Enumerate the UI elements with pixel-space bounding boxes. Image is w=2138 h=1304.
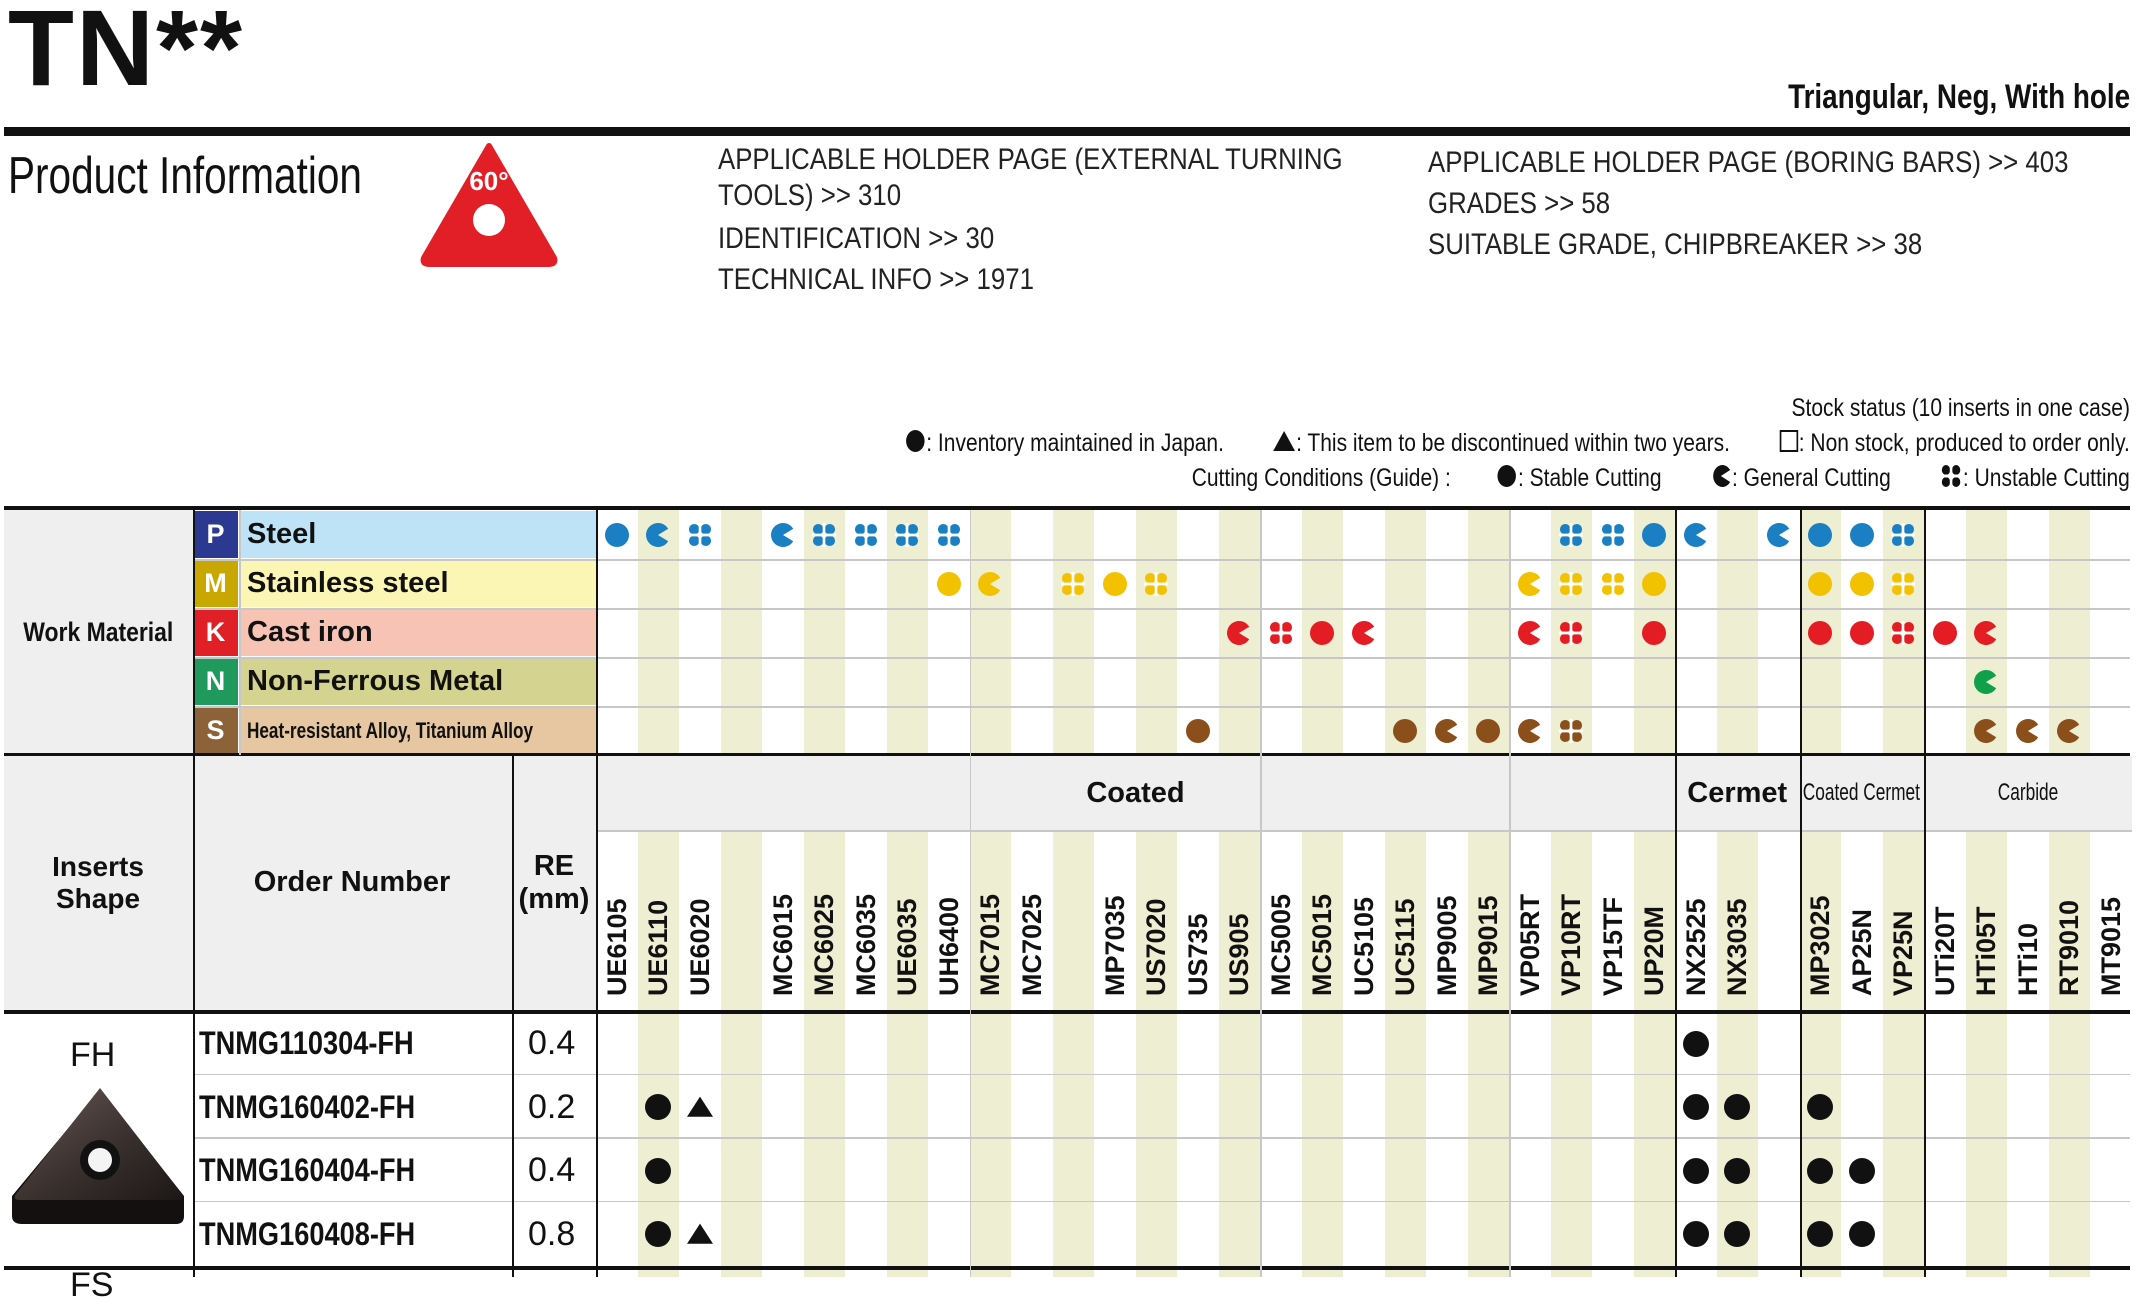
general-cutting-icon [976, 570, 1004, 598]
unstable-cutting-icon [1557, 570, 1585, 598]
unstable-cutting-icon [1889, 521, 1917, 549]
grade-group-label: Coated Cermet [1803, 779, 1921, 806]
grade-label: UE6110 [643, 899, 674, 996]
work-material-label [4, 510, 193, 755]
grade-label: MC6025 [809, 893, 840, 996]
header-rule [4, 127, 2130, 136]
stable-cutting-icon [1931, 619, 1959, 647]
grade-label: UE6105 [601, 898, 632, 996]
grade-label: UC5115 [1390, 898, 1421, 996]
rule [193, 756, 195, 1277]
unstable-cutting-icon [1557, 717, 1585, 745]
links-col1 [718, 142, 1343, 300]
filled-circle-icon [905, 428, 927, 461]
re-value: 0.8 [528, 1214, 576, 1253]
order-number[interactable]: TNMG110304-FH [199, 1025, 414, 1061]
rule [239, 510, 241, 755]
stable-cutting-icon [1640, 619, 1668, 647]
general-cutting-icon [1516, 570, 1544, 598]
grade-label: UE6020 [684, 898, 715, 996]
stock-dot-icon [1681, 1092, 1711, 1122]
general-cutting-icon [1765, 521, 1793, 549]
unstable-cutting-icon [686, 521, 714, 549]
order-number[interactable]: TNMG160402-FH [199, 1088, 416, 1125]
legend-inventory: : Inventory maintained in Japan. [926, 429, 1225, 458]
inserts-shape-header [30, 756, 166, 1010]
grade-label: VP10RT [1556, 893, 1587, 996]
link-holder-boring[interactable]: APPLICABLE HOLDER PAGE (BORING BARS) >> 403 [1428, 146, 2069, 179]
unstable-cutting-icon [1267, 619, 1295, 647]
rule [193, 559, 2130, 561]
rule [4, 506, 2130, 510]
rule [596, 510, 598, 1277]
material-code-S: S [193, 707, 238, 754]
stable-cutting-icon [1640, 521, 1668, 549]
re-header [512, 756, 596, 1010]
stable-cutting-icon [1848, 521, 1876, 549]
general-cutting-icon [1972, 717, 2000, 745]
unstable-cutting-icon [1557, 521, 1585, 549]
stable-cutting-icon [1496, 463, 1518, 496]
unstable-cutting-icon [1889, 570, 1917, 598]
order-number-header-text: Order Number [253, 866, 451, 899]
grade-label: MC7015 [975, 893, 1006, 996]
grade-label: US905 [1224, 913, 1255, 996]
order-number[interactable]: TNMG160404-FH [199, 1152, 416, 1188]
order-number[interactable]: TNMG160408-FH [199, 1215, 416, 1252]
column-stripe [1468, 510, 1510, 1277]
material-label: Stainless steel [247, 567, 449, 599]
general-cutting-icon [1710, 463, 1732, 496]
unstable-cutting-icon [1940, 462, 1964, 497]
grade-label: UH6400 [933, 896, 964, 996]
grade-group-label: Cermet [1687, 776, 1788, 809]
link-holder-ext-1[interactable]: APPLICABLE HOLDER PAGE (EXTERNAL TURNING [718, 143, 1343, 176]
order-number-header [193, 756, 511, 1010]
stock-dot-icon [1805, 1156, 1835, 1186]
material-name-M [239, 560, 596, 607]
stable-cutting-icon [1848, 570, 1876, 598]
stable-cutting-icon [1806, 619, 1834, 647]
stable-cutting-icon [1806, 521, 1834, 549]
page-title: TN** [8, 0, 245, 108]
rule [193, 657, 2130, 659]
series-name: FH [70, 1036, 116, 1074]
column-stripe [2049, 510, 2091, 1277]
general-cutting-icon [644, 521, 672, 549]
grade-label: MP9015 [1473, 895, 1504, 996]
rule [4, 753, 2130, 756]
material-label: Heat-resistant Alloy, Titanium Alloy [247, 717, 534, 743]
general-cutting-icon [1972, 619, 2000, 647]
grade-group-2 [1800, 756, 1925, 830]
legend-general: : General Cutting [1732, 464, 1891, 493]
grade-label: MC5015 [1307, 893, 1338, 996]
unstable-cutting-icon [810, 521, 838, 549]
rule [596, 830, 2132, 832]
grade-label: MC6035 [850, 893, 881, 996]
grade-label: US735 [1182, 913, 1213, 996]
grade-label: UE6035 [892, 898, 923, 996]
general-cutting-icon [1682, 521, 1710, 549]
grade-label: MP7035 [1099, 895, 1130, 996]
next-series-name: FS [70, 1266, 114, 1304]
legend-nonstock: : Non stock, produced to order only. [1798, 429, 2130, 458]
grade-label: RT9010 [2054, 899, 2085, 996]
material-code-N: N [193, 658, 238, 705]
rule [4, 1010, 2130, 1014]
stable-cutting-icon [1101, 570, 1129, 598]
re-header-text: RE (mm) [518, 849, 590, 915]
rule [193, 608, 2130, 610]
rule [1675, 510, 1677, 1277]
cutting-title: Cutting Conditions (Guide) : [1191, 464, 1451, 493]
material-name-P [239, 511, 596, 558]
grade-label: MC7025 [1016, 893, 1047, 996]
stock-status-title: Stock status (10 inserts in one case) [1791, 394, 2130, 422]
rule [4, 1266, 2130, 1270]
column-stripe [1136, 510, 1178, 1277]
legend-stock-row [905, 428, 2130, 461]
material-label: Steel [247, 518, 317, 550]
rule [1924, 510, 1926, 1277]
stock-dot-icon [643, 1156, 673, 1186]
rule [1800, 510, 1802, 1277]
discontinued-triangle-icon [685, 1092, 715, 1122]
unstable-cutting-icon [935, 521, 963, 549]
rule [193, 706, 2130, 708]
link-suitable-grade[interactable]: SUITABLE GRADE, CHIPBREAKER >> 38 [1428, 228, 1923, 261]
unstable-cutting-icon [1599, 521, 1627, 549]
empty-square-icon [1779, 429, 1799, 460]
stock-dot-icon [643, 1219, 673, 1249]
general-cutting-icon [1516, 717, 1544, 745]
stock-dot-icon [1847, 1219, 1877, 1249]
general-cutting-icon [1350, 619, 1378, 647]
stock-dot-icon [1805, 1219, 1835, 1249]
material-name-S [239, 707, 596, 754]
re-value: 0.4 [528, 1024, 576, 1062]
general-cutting-icon [1225, 619, 1253, 647]
general-cutting-icon [2014, 717, 2042, 745]
rule [970, 510, 972, 1277]
grade-label: HTi10 [2012, 922, 2043, 996]
unstable-cutting-icon [852, 521, 880, 549]
link-technical-info[interactable]: TECHNICAL INFO >> 1971 [718, 263, 1034, 296]
triangle-shape-icon [418, 140, 560, 268]
grade-label: US7020 [1141, 898, 1172, 996]
work-material-text: Work Material [23, 617, 174, 647]
page-subtitle: Triangular, Neg, With hole [1787, 78, 2130, 116]
grade-group-0 [596, 756, 1675, 830]
stable-cutting-icon [1184, 717, 1212, 745]
grade-group-label: Carbide [1997, 779, 2058, 806]
grade-label: AP25N [1846, 908, 1877, 996]
grade-label: UTi20T [1929, 906, 1960, 996]
stable-cutting-icon [1640, 570, 1668, 598]
stock-dot-icon [1722, 1092, 1752, 1122]
grade-group-label: Coated [1086, 776, 1185, 809]
unstable-cutting-icon [1889, 619, 1917, 647]
material-name-N [239, 658, 596, 705]
stock-dot-icon [1805, 1092, 1835, 1122]
column-stripe [1385, 510, 1427, 1277]
discontinued-triangle-icon [685, 1219, 715, 1249]
grade-group-3 [1924, 756, 2132, 830]
link-identification[interactable]: IDENTIFICATION >> 30 [718, 222, 995, 255]
grade-label: MC6015 [767, 893, 798, 996]
legend-discontinued: : This item to be discontinued within two years. [1296, 429, 1731, 458]
grade-group-1 [1675, 756, 1800, 830]
re-value: 0.2 [528, 1087, 576, 1126]
re-value: 0.4 [528, 1151, 576, 1189]
stock-dot-icon [1681, 1156, 1711, 1186]
stock-dot-icon [1681, 1029, 1711, 1059]
stock-dot-icon [1847, 1156, 1877, 1186]
general-cutting-icon [1516, 619, 1544, 647]
stable-cutting-icon [935, 570, 963, 598]
inserts-shape-header-text: Inserts Shape [52, 850, 144, 914]
stable-cutting-icon [1474, 717, 1502, 745]
stock-dot-icon [643, 1092, 673, 1122]
rule [1509, 510, 1511, 1277]
link-holder-ext-2[interactable]: TOOLS) >> 310 [718, 179, 902, 212]
link-grades[interactable]: GRADES >> 58 [1428, 187, 1611, 220]
unstable-cutting-icon [1557, 619, 1585, 647]
material-code-M: M [193, 560, 238, 607]
stable-cutting-icon [1848, 619, 1876, 647]
rule [193, 1074, 2130, 1076]
grade-label: VP05RT [1514, 893, 1545, 996]
insert-shape-image [8, 1084, 190, 1229]
material-label: Cast iron [247, 616, 373, 648]
grade-label: NX2525 [1680, 898, 1711, 996]
legend-cutting-row [1192, 462, 2130, 497]
grade-label: MT9015 [2095, 896, 2126, 996]
stock-dot-icon [1722, 1156, 1752, 1186]
general-cutting-icon [1972, 668, 2000, 696]
section-title: Product Information [8, 147, 362, 205]
grade-label: UP20M [1639, 905, 1670, 996]
unstable-cutting-icon [1059, 570, 1087, 598]
rule [193, 1137, 2130, 1139]
general-cutting-icon [769, 521, 797, 549]
material-label: Non-Ferrous Metal [247, 665, 504, 697]
column-stripe [1053, 510, 1095, 1277]
column-stripe [887, 510, 929, 1277]
legend-stable: : Stable Cutting [1518, 464, 1662, 493]
grade-label: MP9005 [1431, 895, 1462, 996]
rule [1260, 510, 1262, 1277]
grade-label: NX3035 [1722, 898, 1753, 996]
grade-label: VP25N [1888, 910, 1919, 996]
general-cutting-icon [1433, 717, 1461, 745]
rule [193, 1201, 2130, 1203]
general-cutting-icon [2055, 717, 2083, 745]
legend-unstable: : Unstable Cutting [1963, 464, 2130, 493]
unstable-cutting-icon [1142, 570, 1170, 598]
stock-dot-icon [1681, 1219, 1711, 1249]
grade-label: MP3025 [1805, 895, 1836, 996]
unstable-cutting-icon [1599, 570, 1627, 598]
stable-cutting-icon [1806, 570, 1834, 598]
stock-dot-icon [1722, 1219, 1752, 1249]
grade-label: HTi05T [1971, 906, 2002, 996]
rule [512, 756, 514, 1277]
grade-label: VP15TF [1597, 896, 1628, 996]
column-stripe [721, 510, 763, 1277]
stable-cutting-icon [1308, 619, 1336, 647]
material-name-K [239, 609, 596, 656]
grade-label: UC5105 [1348, 896, 1379, 996]
angle-label: 60° [469, 166, 509, 196]
material-code-P: P [193, 511, 238, 558]
links-col2 [1428, 142, 2068, 265]
unstable-cutting-icon [893, 521, 921, 549]
stable-cutting-icon [603, 521, 631, 549]
rule [193, 510, 195, 755]
grade-label: MC5005 [1265, 893, 1296, 996]
triangle-icon [1273, 429, 1297, 460]
stable-cutting-icon [1391, 717, 1419, 745]
material-code-K: K [193, 609, 238, 656]
